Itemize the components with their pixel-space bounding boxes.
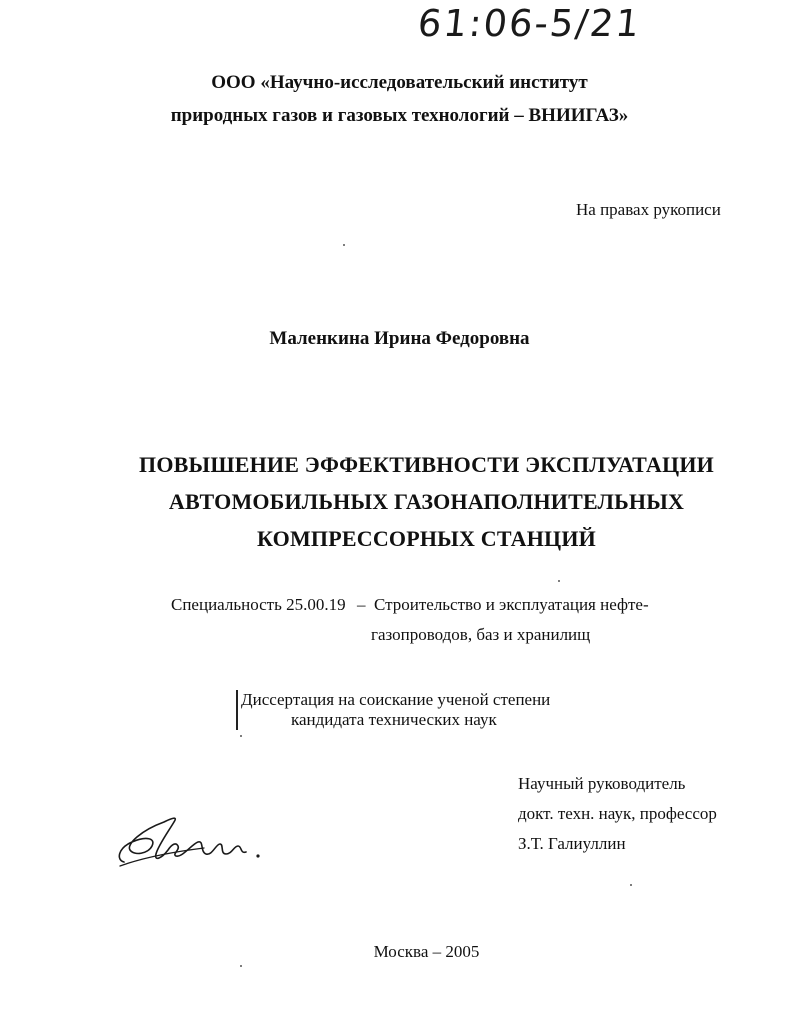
author-signature bbox=[112, 808, 272, 874]
advisor-role: Научный руководитель bbox=[518, 774, 686, 793]
dissertation-line-2: кандидата технических наук bbox=[291, 710, 497, 729]
organization-line-1: ООО «Научно-исследовательский институт bbox=[211, 72, 588, 93]
specialty-label: Специальность 25.00.19 bbox=[171, 595, 346, 614]
scan-speck bbox=[343, 244, 345, 246]
title-line-1: ПОВЫШЕНИЕ ЭФФЕКТИВНОСТИ ЭКСПЛУАТАЦИИ bbox=[139, 452, 714, 477]
title-line-2: АВТОМОБИЛЬНЫХ ГАЗОНАПОЛНИТЕЛЬНЫХ bbox=[168, 489, 685, 514]
dissertation-line-1: Диссертация на соискание ученой степени bbox=[241, 690, 551, 709]
scan-speck bbox=[240, 965, 242, 967]
scan-speck bbox=[240, 735, 242, 737]
advisor-name: З.Т. Галиуллин bbox=[518, 834, 626, 853]
specialty-text-line-1: Строительство и эксплуатация нефте- bbox=[374, 595, 649, 614]
advisor-degree: докт. техн. наук, профессор bbox=[518, 804, 717, 823]
scan-speck bbox=[630, 884, 632, 886]
author-name: Маленкина Ирина Федоровна bbox=[269, 328, 530, 349]
scan-speck bbox=[558, 580, 560, 582]
city-year: Москва – 2005 bbox=[373, 942, 480, 961]
archive-code-handwritten: 61:06-5/21 bbox=[415, 2, 644, 45]
manuscript-note: На правах рукописи bbox=[576, 200, 721, 219]
organization-line-2: природных газов и газовых технологий – ВНИИГАЗ» bbox=[170, 105, 629, 126]
specialty-text-line-2: газопроводов, баз и хранилищ bbox=[371, 625, 591, 644]
margin-bracket bbox=[236, 690, 238, 730]
specialty-dash: – bbox=[357, 595, 366, 614]
title-line-3: КОМПРЕССОРНЫХ СТАНЦИЙ bbox=[257, 526, 596, 551]
